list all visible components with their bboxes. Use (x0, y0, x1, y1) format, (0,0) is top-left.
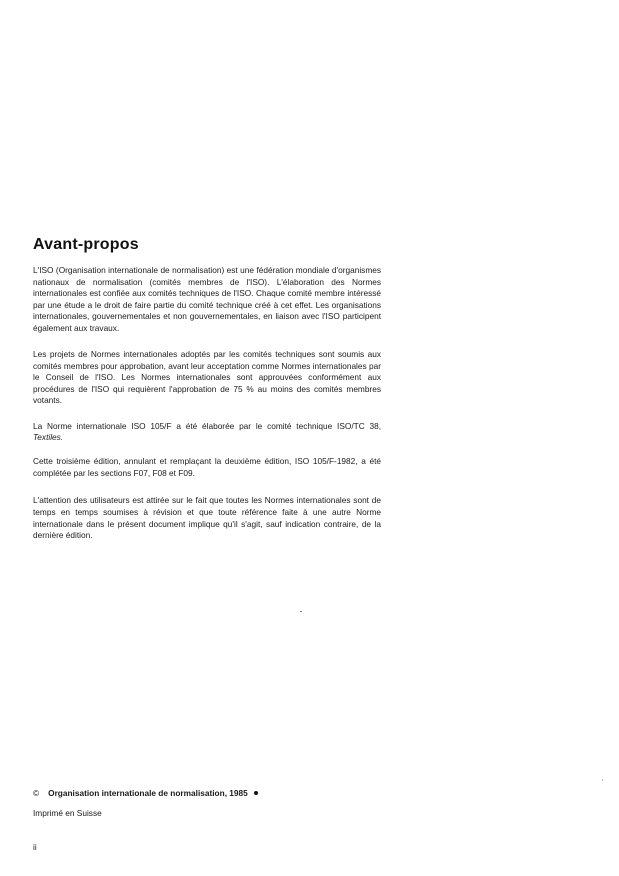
foreword-body (33, 265, 381, 556)
copyright-icon: © (33, 788, 40, 798)
page-title: Avant-propos (33, 236, 139, 253)
copyright-line (33, 788, 258, 799)
printed-in: Imprimé en Suisse (33, 808, 102, 818)
paragraph-edition: Cette troisième édition, annulant et remplaçant la deuxième édition, ISO 105/F-1982, a été complétée par les sections F07, F08 et F09. (33, 456, 381, 478)
committee-text: La Norme internationale ISO 105/F a été élaborée par le comité technique ISO/TC 38, (33, 420, 381, 431)
scan-speck (300, 611, 302, 612)
paragraph-approval: Les projets de Normes internationales adoptés par les comités techniques sont soumis aux comités membres pour approbation, avant leur acceptation comme Normes internationales par le Conseil de l'ISO. Les Normes internationales sont approuvées conformément aux procédures de l'ISO qui requièrent l'approbation de 75 % au moins des comités membres votants. (33, 349, 381, 406)
paragraph-attention: L'attention des utilisateurs est attirée sur le fait que toutes les Normes internationales sont de temps en temps soumises à révision et que toute référence faite à une autre Norme internationale dans le présent document implique qu'il s'agit, sauf indication contraire, de la dernière édition. (33, 495, 381, 541)
page-number: ii (33, 842, 37, 852)
copyright-organisation: Organisation internationale de normalisation, 1985 (48, 788, 248, 798)
paragraph-iso-intro: L'ISO (Organisation internationale de normalisation) est une fédération mondiale d'organismes nationaux de normalisation (comités membres de l'ISO). L'élaboration des Normes internationales est confiée aux comités techniques de l'ISO. Chaque comité membre intéressé par une étude a le droit de faire partie du comité technique créé à cet effet. Les organisations internationales, gouvernementales et non gouvernementales, en liaison avec l'ISO participent également aux travaux. (33, 265, 381, 333)
committee-italic: Textiles. (33, 432, 64, 443)
scan-speck (602, 779, 603, 781)
paragraph-committee (33, 421, 381, 444)
bullet-icon (254, 791, 258, 795)
